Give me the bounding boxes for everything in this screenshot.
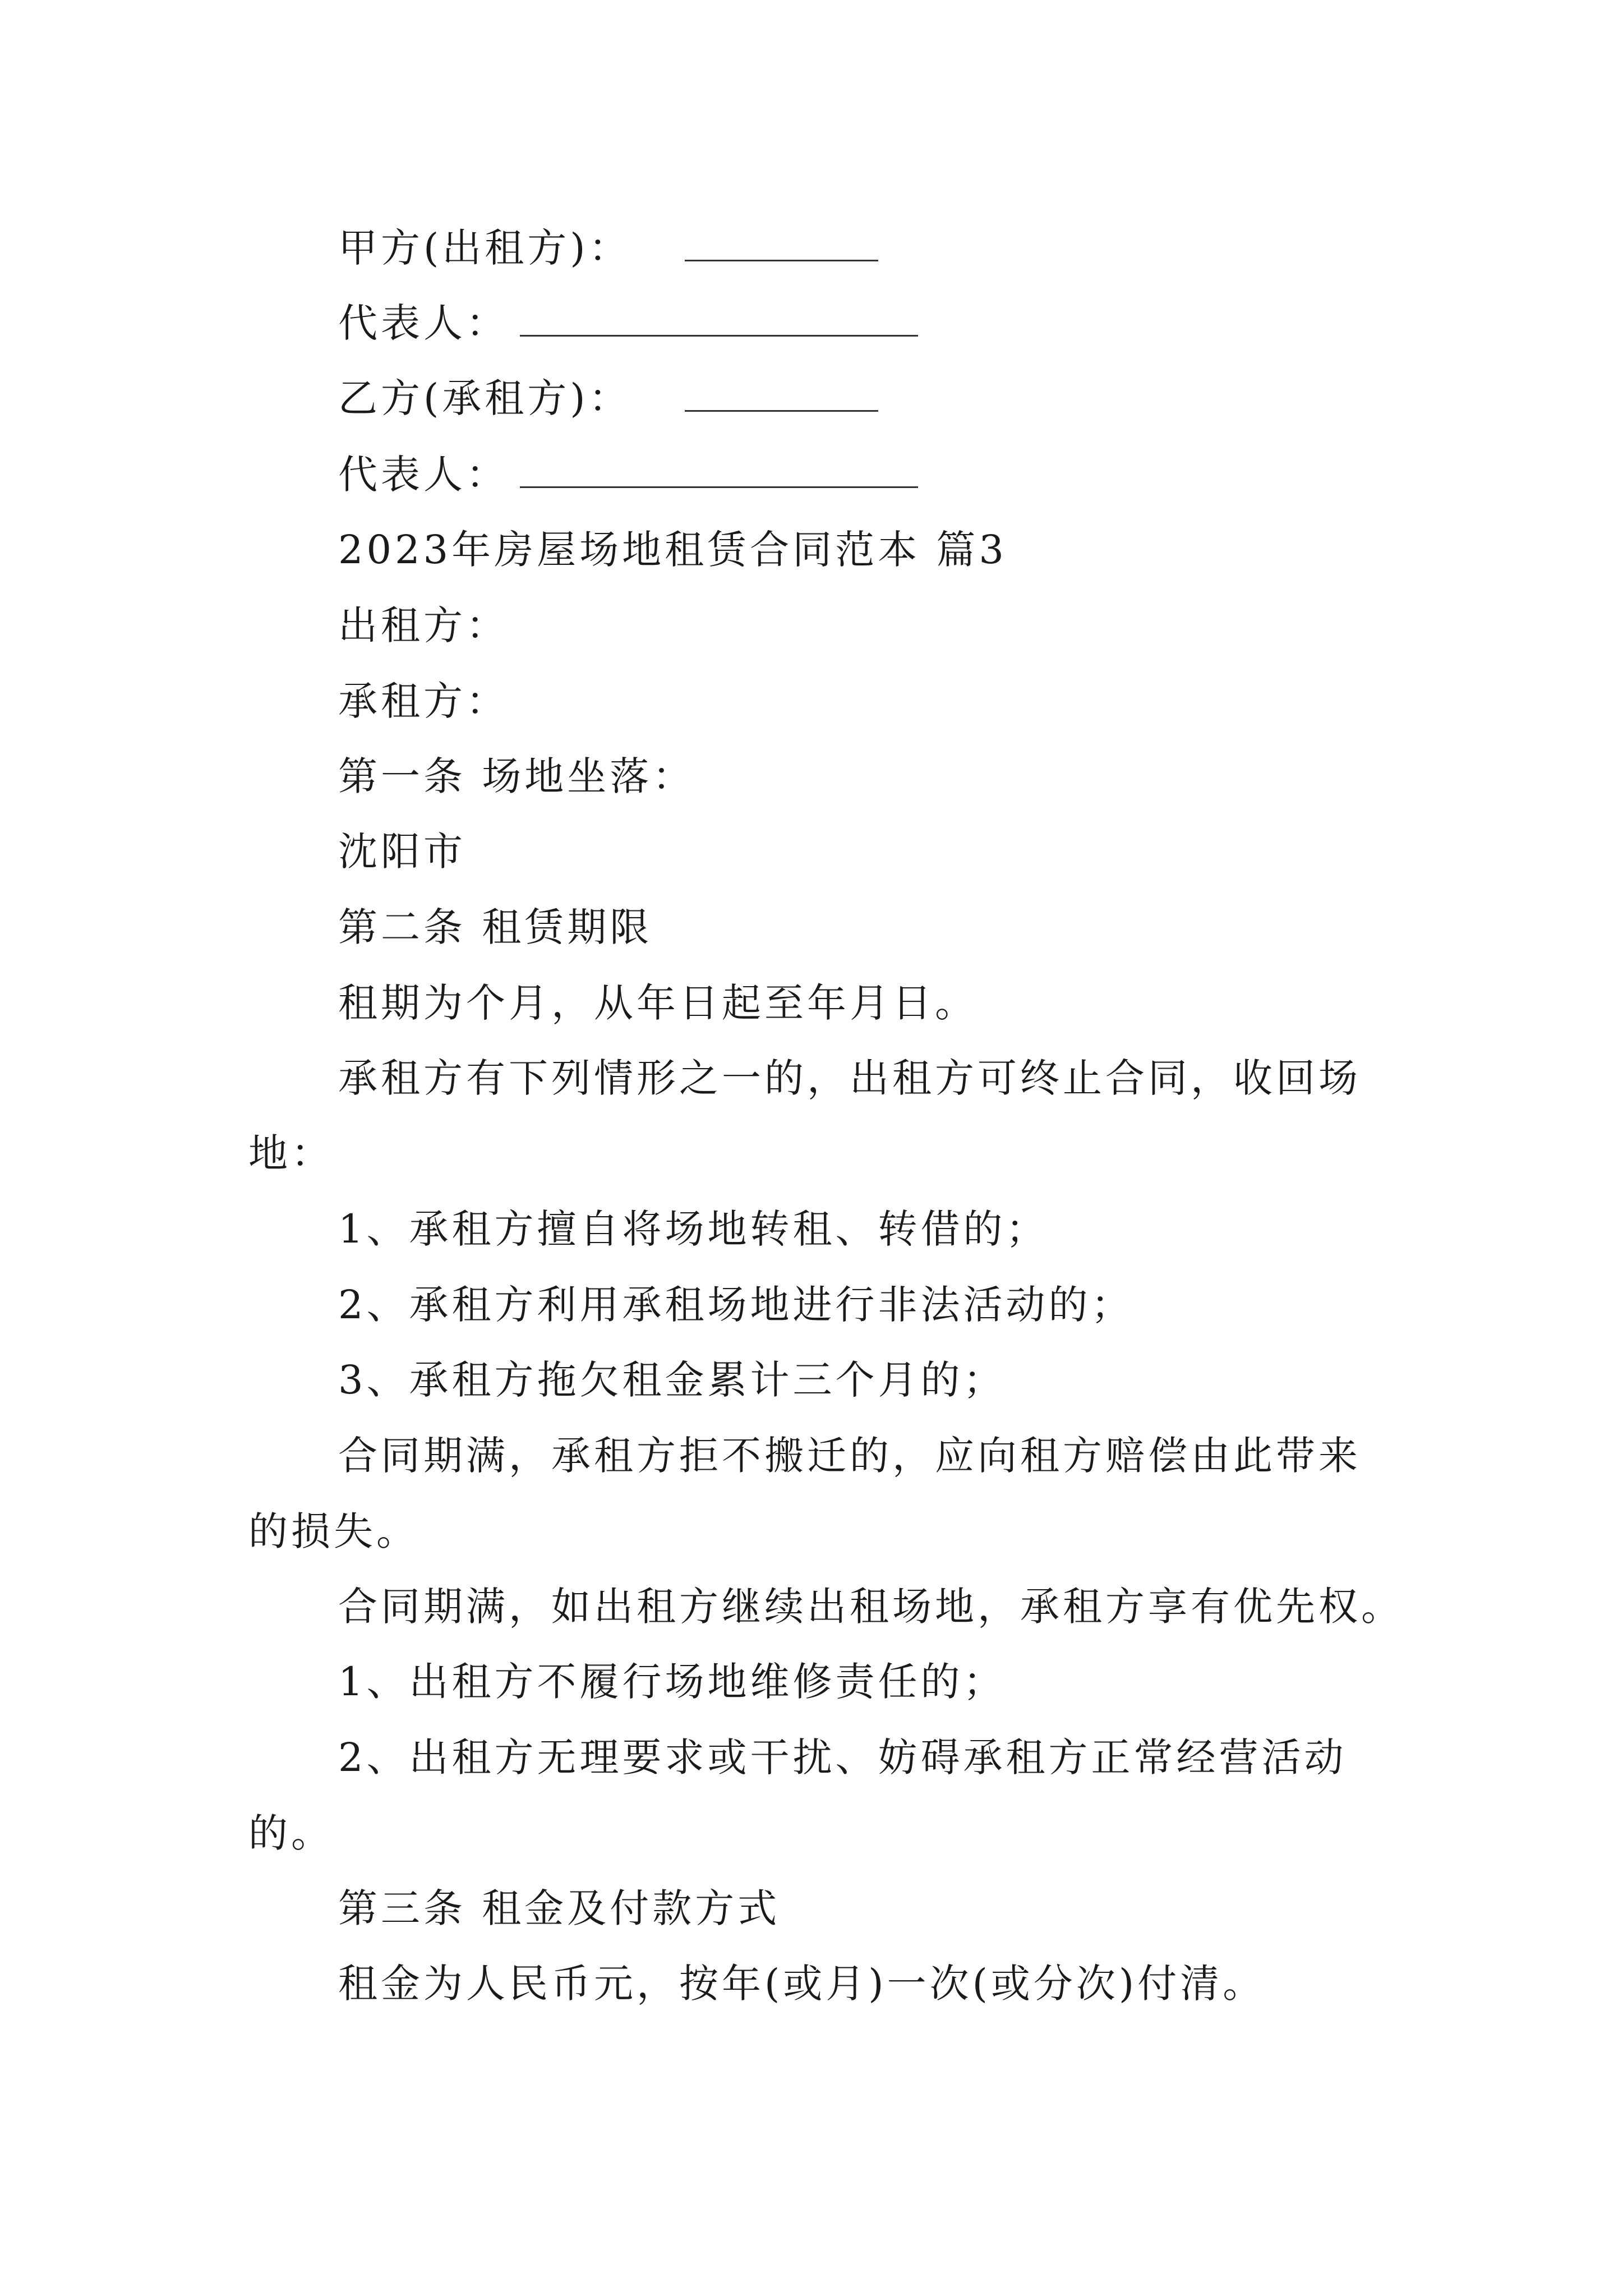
rep-b-line	[338, 447, 918, 503]
expiry-line-2: 的损失。	[248, 1508, 419, 1554]
list-item: 1、出租方不履行场地维修责任的；	[338, 1659, 1006, 1705]
article-2-title: 第二条 租赁期限	[338, 904, 653, 950]
list-item-continuation: 的。	[248, 1810, 334, 1856]
party-a-blank	[685, 224, 878, 261]
termination-intro-line-1: 承租方有下列情形之一的，出租方可终止合同，收回场	[338, 1055, 1361, 1101]
list-item: 2、出租方无理要求或干扰、妨碍承租方正常经营活动	[338, 1734, 1347, 1780]
party-a-label: 甲方(出租方)：	[338, 225, 631, 271]
party-b-label: 乙方(承租方)：	[338, 375, 631, 421]
rep-a-label: 代表人：	[338, 300, 509, 346]
contract-heading: 2023年房屋场地租赁合同范本 篇3	[338, 527, 1007, 573]
rep-b-blank	[520, 450, 918, 488]
list-item: 2、承租方利用承租场地进行非法活动的；	[338, 1282, 1134, 1328]
termination-intro-line-2: 地：	[248, 1130, 334, 1176]
lessor-line: 出租方：	[338, 602, 509, 648]
list-item: 1、承租方擅自将场地转租、转借的；	[338, 1206, 1049, 1252]
list-item: 3、承租方拖欠租金累计三个月的；	[338, 1357, 1006, 1403]
lessee-line: 承租方：	[338, 678, 509, 724]
renewal-line: 合同期满，如出租方继续出租场地，承租方享有优先权。	[338, 1584, 1404, 1630]
rep-a-line	[338, 295, 918, 351]
rep-a-blank	[520, 299, 918, 337]
party-a-line	[338, 220, 878, 276]
party-b-line	[338, 370, 878, 426]
expiry-line-1: 合同期满，承租方拒不搬迁的，应向租方赔偿由此带来	[338, 1433, 1361, 1479]
article-2-term: 租期为个月，从年日起至年月日。	[338, 980, 978, 1026]
article-1-title: 第一条 场地坐落：	[338, 753, 695, 799]
rep-b-label: 代表人：	[338, 452, 509, 498]
article-3-rent: 租金为人民币元，按年(或月)一次(或分次)付清。	[338, 1961, 1266, 2007]
party-b-blank	[685, 374, 878, 412]
article-1-location: 沈阳市	[338, 829, 466, 875]
article-3-title: 第三条 租金及付款方式	[338, 1885, 781, 1931]
